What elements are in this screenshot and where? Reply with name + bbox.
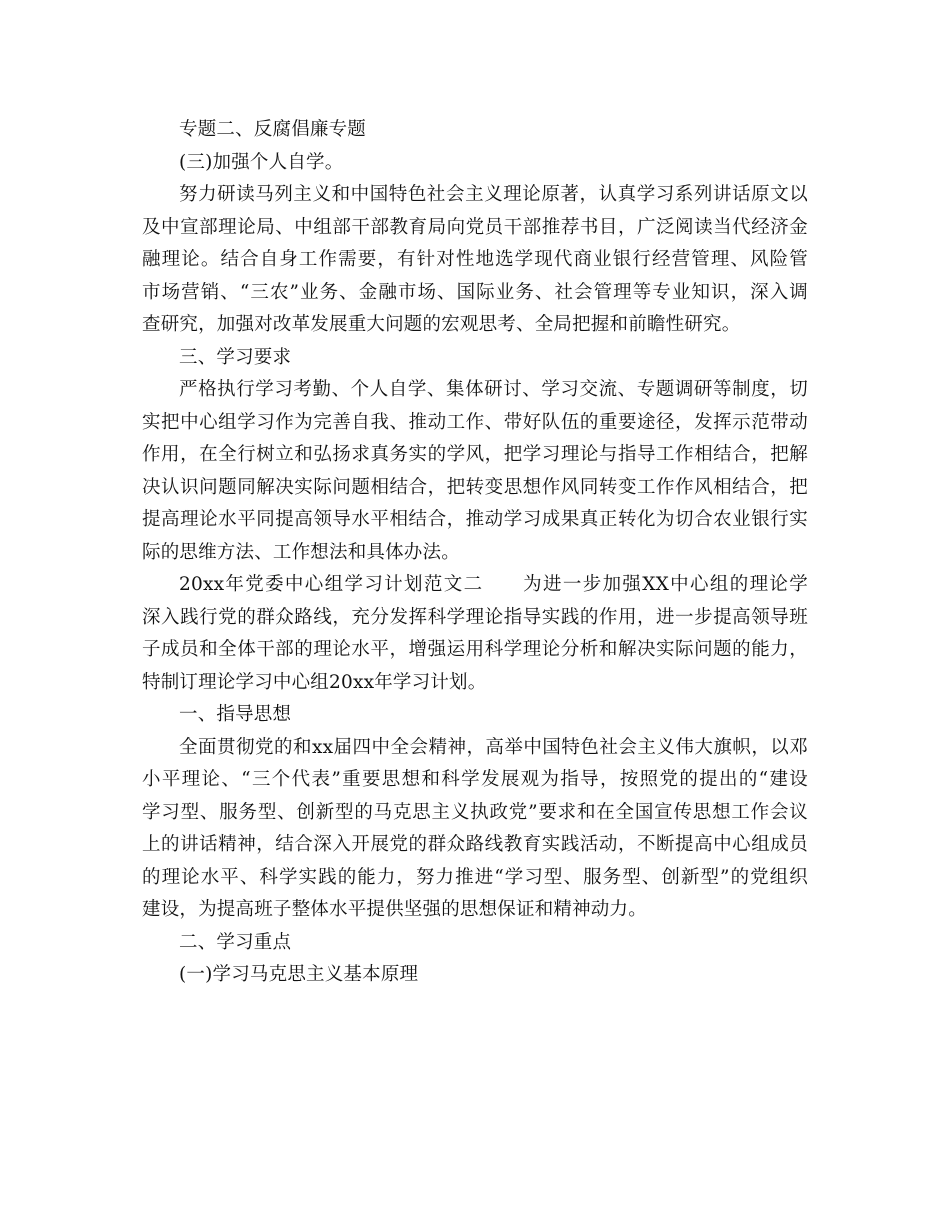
text-line: 小平理论、“三个代表”重要思想和科学发展观为指导，按照党的提出的“建设 xyxy=(142,769,808,790)
text-line: 二、学习重点 xyxy=(179,931,292,953)
text-line: 一、指导思想 xyxy=(179,704,292,725)
text-line: 专题二、反腐倡廉专题 xyxy=(179,119,367,140)
text-line: 建设，为提高班子整体水平提供坚强的思想保证和精神动力。 xyxy=(142,899,647,920)
text-line: 学习型、服务型、创新型的马克思主义执政党”要求和在全国宣传思想工作会议 xyxy=(142,801,808,823)
text-line: 子成员和全体干部的理论水平，增强运用科学理论分析和解决实际问题的能力， xyxy=(142,639,808,660)
text-line: 决认识问题同解决实际问题相结合，把转变思想作风同转变工作作风相结合，把 xyxy=(142,476,808,498)
text-line: 20xx年党委中心组学习计划范文二 为进一步加强XX中心组的理论学 xyxy=(179,574,808,595)
text-line: 努力研读马列主义和中国特色社会主义理论原著，认真学习系列讲话原文以 xyxy=(179,184,808,205)
text-line: (一)学习马克思主义基本原理 xyxy=(179,964,419,985)
text-line: 及中宣部理论局、中组部干部教育局向党员干部推荐书目，广泛阅读当代经济金 xyxy=(142,216,808,238)
text-line: 的理论水平、科学实践的能力，努力推进“学习型、服务型、创新型”的党组织 xyxy=(142,866,808,888)
text-line: 三、学习要求 xyxy=(179,346,292,368)
text-line: 际的思维方法、工作想法和具体办法。 xyxy=(142,541,460,563)
text-line: (三)加强个人自学。 xyxy=(179,151,344,173)
text-line: 融理论。结合自身工作需要，有针对性地选学现代商业银行经营管理、风险管 xyxy=(142,249,808,270)
text-line: 查研究，加强对改革发展重大问题的宏观思考、全局把握和前瞻性研究。 xyxy=(142,314,741,335)
text-line: 实把中心组学习作为完善自我、推动工作、带好队伍的重要途径，发挥示范带动 xyxy=(142,411,808,433)
document-body xyxy=(142,114,808,992)
text-line: 严格执行学习考勤、个人自学、集体研讨、学习交流、专题调研等制度，切 xyxy=(179,379,808,400)
text-line: 上的讲话精神，结合深入开展党的群众路线教育实践活动，不断提高中心组成员 xyxy=(142,834,808,855)
text-line: 特制订理论学习中心组20xx年学习计划。 xyxy=(142,671,487,693)
text-line: 市场营销、“三农”业务、金融市场、国际业务、社会管理等专业知识，深入调 xyxy=(142,281,808,303)
text-line: 深入践行党的群众路线，充分发挥科学理论指导实践的作用，进一步提高领导班 xyxy=(142,606,808,628)
text-line: 提高理论水平同提高领导水平相结合，推动学习成果真正转化为切合农业银行实 xyxy=(142,509,808,530)
text-line: 全面贯彻党的和xx届四中全会精神，高举中国特色社会主义伟大旗帜，以邓 xyxy=(179,736,808,758)
text-line: 作用，在全行树立和弘扬求真务实的学风，把学习理论与指导工作相结合，把解 xyxy=(142,444,808,465)
